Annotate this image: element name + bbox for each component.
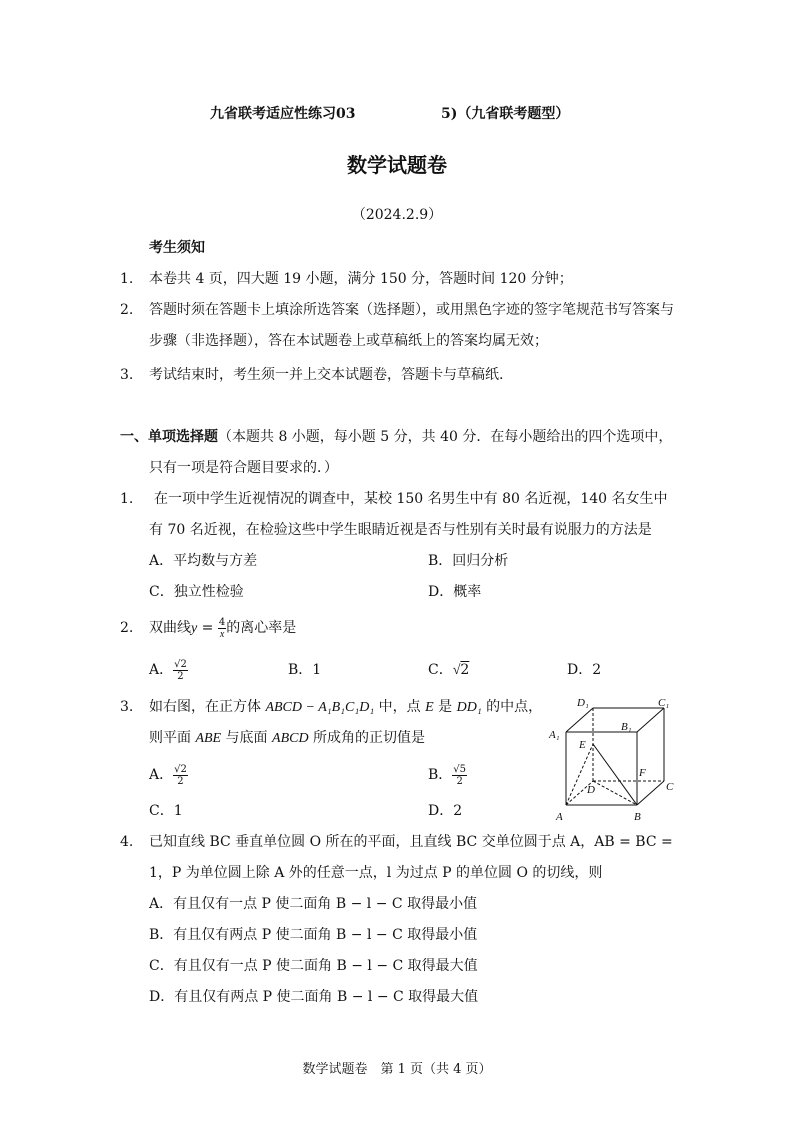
q2-stem [149,612,296,645]
q2-eq: = [197,620,218,636]
q3-b-den: 2 [456,775,463,787]
q3-edge: DD₁ [456,700,482,715]
section-heading [120,427,672,447]
q3-line1 [149,697,542,718]
notice-2-text: 答题时须在答题卡上填涂所选答案（选择题），或用黑色字迹的签字笔规范书写答案与 [149,302,674,318]
page-footer: 数学试题卷 第 1 页（共 4 页） [302,1062,492,1077]
label-f: F [639,767,646,779]
q4-option-b: B．有且仅有两点 P 使二面角 B − l − C 取得最小值 [149,927,478,943]
label-d1: D₁ [577,697,589,709]
q2-c-root: 2 [460,662,470,678]
q3-l2e: 所成角的正切值是 [308,730,426,746]
page-title: 数学试题卷 [347,153,447,177]
q1-option-b: B．回归分析 [428,553,509,569]
q1-option-d: D．概率 [428,584,482,600]
q1-line1: 在一项中学生近视情况的调查中，某校 150 名男生中有 80 名近视，140 名女生中 [154,491,668,507]
label-c: C [666,781,674,793]
q2-var-y: y [191,621,198,636]
edge-b-c [637,781,664,805]
q3-point-e: E [425,700,434,715]
q3-l1c: 中，点 [374,699,426,715]
label-b: B [634,811,641,823]
q1-option-c: C．独立性检验 [149,584,244,600]
q3-a-num: √2 [174,763,187,775]
label-a: A [556,811,563,823]
label-d: D [587,784,595,796]
q3-base: ABCD [272,731,309,746]
label-e: E [579,739,586,751]
q3-line2 [149,728,425,749]
exam-type: 5)（九省联考题型） [441,106,570,122]
exam-series: 九省联考适应性练习03 [210,106,356,122]
q4-option-a: A．有且仅有一点 P 使二面角 B − l − C 取得最小值 [149,896,478,912]
notice-1-num: 1. [120,271,134,287]
q4-line2: 1，P 为单位圆上除 A 外的任意一点，l 为过点 P 的单位圆 O 的切线，则 [149,865,603,881]
q2-fraction [218,617,226,640]
q2-pre: 双曲线 [149,620,191,636]
q3-l1a: 如右图，在正方体 [149,699,266,715]
section-desc-cont: 只有一项是符合题目要求的．） [149,460,338,476]
q3-l2a: 则平面 [149,730,196,746]
notice-3-text: 考试结束时，考生须一并上交本试题卷，答题卡与草稿纸. [149,367,504,383]
section-desc: （本题共 8 小题，每小题 5 分，共 40 分．在每小题给出的四个选项中， [218,429,673,445]
q2-a-den: 2 [177,670,184,682]
edge-b1-c1 [637,708,664,732]
q2-option-b: B．1 [288,662,322,678]
q3-option-b-label: B． [428,767,453,783]
q2-a-num: √2 [174,658,187,670]
q2-frac-num: 4 [218,616,226,628]
q4-line1: 已知直线 BC 垂直单位圆 O 所在的平面，且直线 BC 交单位圆于点 A，AB = BC = [149,834,673,850]
q3-option-a-label: A． [149,767,174,783]
q3-l2c: 与底面 [221,730,273,746]
q3-a-den: 2 [177,775,184,787]
q4-option-d: D．有且仅有两点 P 使二面角 B − l − C 取得最大值 [149,989,479,1005]
q3-b-num: √5 [453,763,467,775]
q3-l1e: 是 [433,699,457,715]
q2-num: 2. [120,620,134,636]
q2-option-c [428,660,469,681]
q3-num: 3. [120,699,134,715]
q3-option-a [149,761,188,789]
exam-date: （2024.2.9） [351,207,443,223]
q3-option-a-frac [173,764,188,787]
q3-plane: ABE [195,731,222,746]
q3-option-b-frac [452,764,467,787]
q1-line2: 有 70 名近视，在检验这些中学生眼睛近视是否与性别有关时最有说服力的方法是 [149,522,652,538]
q3-l1g: 的中点， [481,699,543,715]
q2-post: 的离心率是 [226,620,297,636]
q2-frac-den: x [219,628,225,640]
q3-cube-name: ABCD − A₁B₁C₁D₁ [265,700,375,715]
q4-option-c: C．有且仅有一点 P 使二面角 B − l − C 取得最大值 [149,958,478,974]
notice-3-num: 3. [120,367,134,383]
notice-2-text-cont: 步骤（非选择题），答在本试题卷上或草稿纸上的答案均属无效； [149,333,548,349]
q3-option-c: C．1 [149,803,183,819]
segment-e-b [593,744,637,805]
label-b1: B₁ [621,721,632,733]
notice-1-text: 本卷共 4 页，四大题 19 小题，满分 150 分，答题时间 120 分钟； [149,271,573,287]
q2-option-a-label: A． [149,662,174,678]
edge-a1-d1 [566,708,593,732]
q2-option-a [149,656,188,684]
q2-option-d: D．2 [567,662,602,678]
label-a1: A₁ [549,729,560,741]
q2-option-a-frac [173,659,188,682]
q2-option-c-label: C． [428,662,453,678]
label-c1: C₁ [658,697,670,709]
q3-option-b [428,761,467,789]
cube-figure [545,693,675,825]
q1-num: 1. [120,491,134,507]
segment-d-b-hidden [593,781,637,805]
q4-num: 4. [120,834,134,850]
q1-option-a: A．平均数与方差 [149,553,258,569]
section-title: 一、单项选择题 [120,429,218,445]
sqrt-icon: √ [452,663,461,678]
notice-2-num: 2. [120,302,134,318]
q3-option-d: D．2 [428,803,463,819]
notice-heading: 考生须知 [149,240,205,256]
